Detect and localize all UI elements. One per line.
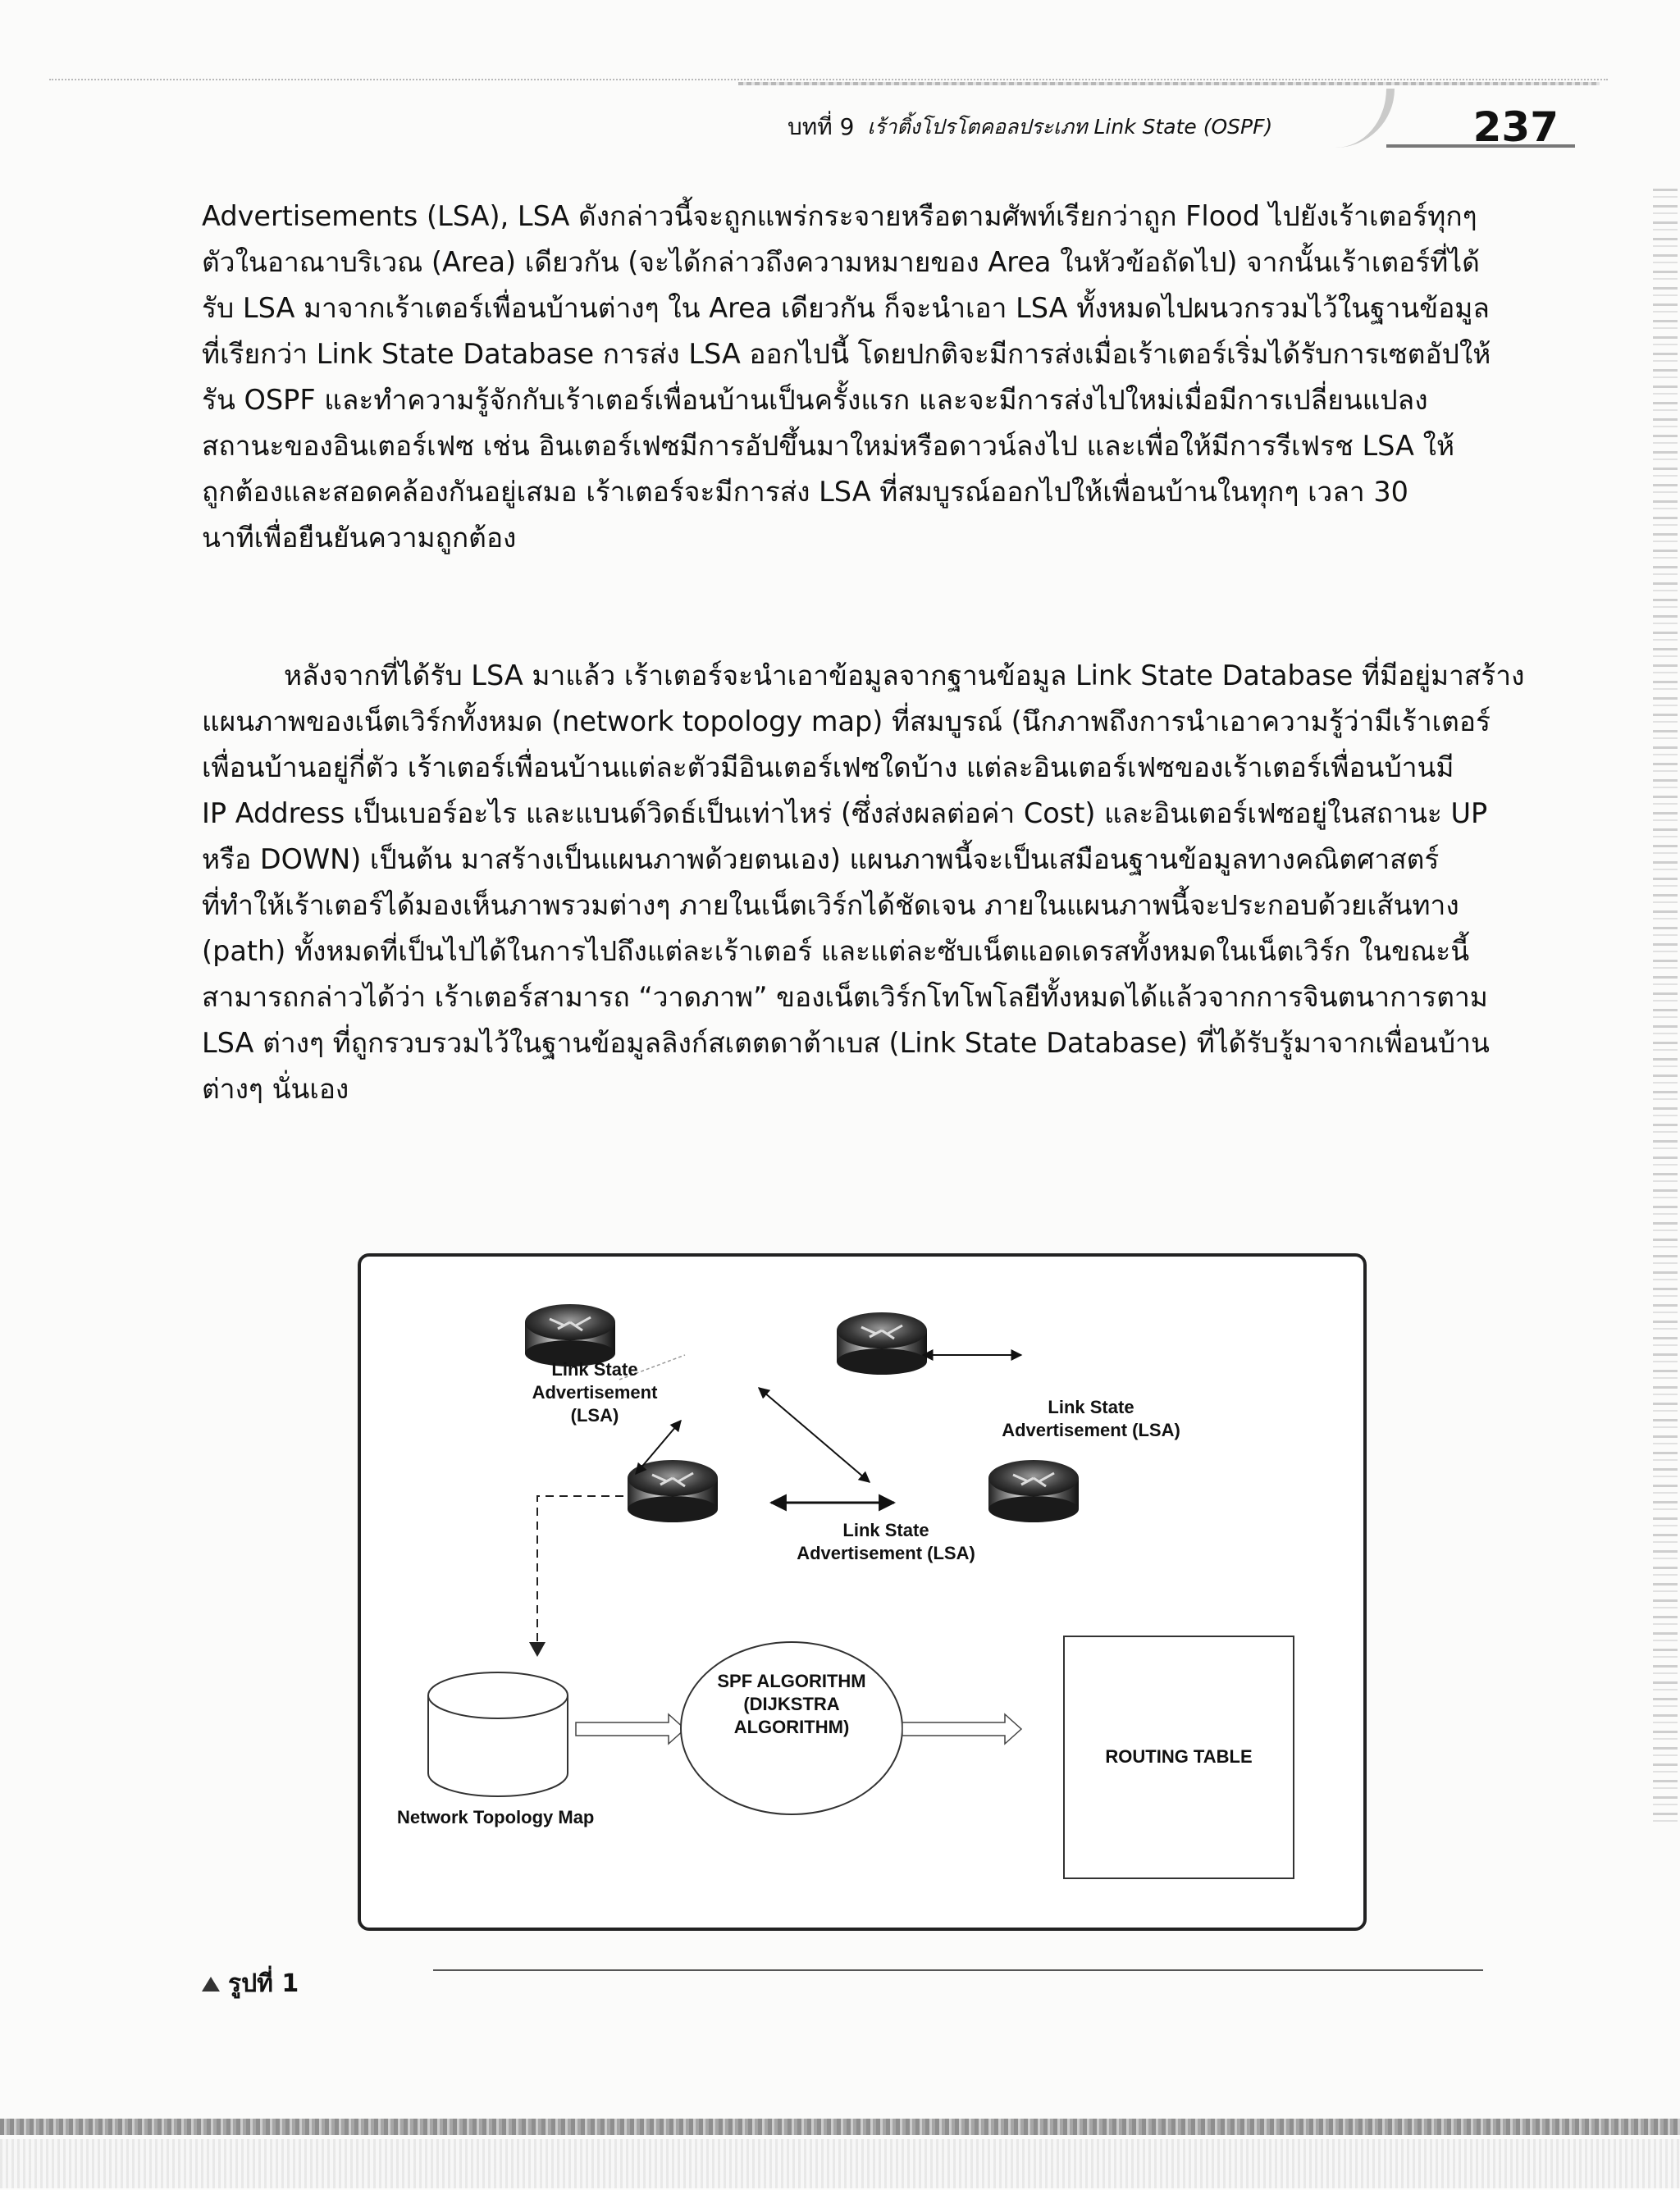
paragraph-line: สถานะของอินเตอร์เฟซ เช่น อินเตอร์เฟซมีการอัปขึ้นมาใหม่หรือดาวน์ลงไป และเพื่อให้มีการรีเฟรช LSA ให้ <box>202 430 1455 462</box>
link-arrow <box>759 1388 870 1482</box>
paragraph-line: IP Address เป็นเบอร์อะไร และแบนด์วิดธ์เป็นเท่าไหร่ (ซึ่งส่งผลต่อค่า Cost) และอินเตอร์เฟซอยู่ในสถานะ UP <box>202 797 1488 829</box>
paragraph-line: ที่ทำให้เร้าเตอร์ได้มองเห็นภาพรวมต่างๆ ภายในเน็ตเวิร์กได้ชัดเจน ภายในแผนภาพนี้จะประกอบด้วยเส้นทาง <box>202 889 1459 921</box>
flow-arrow <box>902 1714 1021 1744</box>
scan-border-bottom <box>0 2119 1680 2135</box>
database-cylinder-icon <box>428 1672 568 1796</box>
spf-algorithm-label: SPF ALGORITHM (DIJKSTRA ALGORITHM) <box>717 1671 866 1737</box>
router-icon <box>525 1304 615 1366</box>
paragraph-line: สามารถกล่าวได้ว่า เร้าเตอร์สามารถ “วาดภาพ” ของเน็ตเวิร์กโทโพโลยีทั้งหมดได้แล้วจากการจินตนาการตาม <box>202 981 1488 1013</box>
paragraph-line: รับ LSA มาจากเร้าเตอร์เพื่อนบ้านต่างๆ ใน Area เดียวกัน ก็จะนำเอา LSA ทั้งหมดไปผนวกรวมไว้ในฐานข้อมูล <box>202 292 1490 324</box>
scan-noise-right <box>1653 189 1678 1829</box>
paragraph-line: รัน OSPF และทำความรู้จักกับเร้าเตอร์เพื่อนบ้านเป็นครั้งแรก และจะมีการส่งไปใหม่เมื่อมีการเปลี่ยนแปลง <box>202 384 1428 416</box>
scan-border-top <box>49 79 1608 80</box>
paragraph-2 <box>202 653 1525 1112</box>
paragraph-line: ตัวในอาณาบริเวณ (Area) เดียวกัน (จะได้กล่าวถึงความหมายของ Area ในหัวข้อถัดไป) จากนั้นเร้าเตอร์ที่ได้ <box>202 246 1480 278</box>
paragraph-line: Advertisements (LSA), LSA ดังกล่าวนี้จะถูกแพร่กระจายหรือตามศัพท์เรียกว่าถูก Flood ไปยังเร้าเตอร์ทุกๆ <box>202 200 1477 232</box>
page-number: 237 <box>1472 103 1559 151</box>
scan-noise-top <box>738 82 1600 85</box>
router-icon <box>837 1312 927 1375</box>
triangle-bullet-icon <box>202 1977 220 1992</box>
page-header <box>788 103 1559 152</box>
chapter-number: บทที่ 9 <box>788 113 855 140</box>
topology-map-label: Network Topology Map <box>397 1807 595 1827</box>
figure-caption <box>202 1964 299 2003</box>
paragraph-line: (path) ทั้งหมดที่เป็นไปได้ในการไปถึงแต่ละเร้าเตอร์ และแต่ละซับเน็ตแอดเดรสทั้งหมดในเน็ตเวิร์ก ในขณะนี้ <box>202 935 1470 967</box>
paragraph-line: LSA ต่างๆ ที่ถูกรวบรวมไว้ในฐานข้อมูลลิงก์สเตตดาต้าเบส (Link State Database) ที่ได้รับรู้มาจากเพื่อนบ้าน <box>202 1027 1490 1059</box>
caption-rule <box>433 1969 1483 1971</box>
paragraph-line: ถูกต้องและสอดคล้องกันอยู่เสมอ เร้าเตอร์จะมีการส่ง LSA ที่สมบูรณ์ออกไปให้เพื่อนบ้านในทุกๆ เวลา 30 <box>202 476 1408 508</box>
lsa-label-left: Link State Advertisement (LSA) <box>532 1359 658 1426</box>
paragraph-line: นาทีเพื่อยืนยันความถูกต้อง <box>202 522 517 554</box>
dashed-flow-arrow <box>537 1496 623 1646</box>
paragraph-line: หรือ DOWN) เป็นต้น มาสร้างเป็นแผนภาพด้วยตนเอง) แผนภาพนี้จะเป็นเสมือนฐานข้อมูลทางคณิตศาสตร์ <box>202 843 1440 875</box>
figure-ospf-lsa-diagram <box>358 1253 1367 1931</box>
routing-table-label: ROUTING TABLE <box>1105 1746 1253 1767</box>
paragraph-line: เพื่อนบ้านอยู่กี่ตัว เร้าเตอร์เพื่อนบ้านแต่ละตัวมีอินเตอร์เฟซใดบ้าง แต่ละอินเตอร์เฟซของเร้าเตอร์เพื่อนบ้านมี <box>202 751 1454 783</box>
scan-noise-bottom <box>0 2139 1680 2188</box>
chapter-title: เร้าติ้งโปรโตคอลประเภท Link State (OSPF) <box>867 115 1273 139</box>
paragraph-line: ต่างๆ นั่นเอง <box>202 1073 349 1105</box>
lsa-label-right: Link State Advertisement (LSA) <box>1002 1397 1180 1440</box>
paragraph-line: แผนภาพของเน็ตเวิร์กทั้งหมด (network topology map) ที่สมบูรณ์ (นึกภาพถึงการนำเอาความรู้ว่ามีเร้าเตอร์ <box>202 705 1491 737</box>
paragraph-1 <box>202 194 1522 561</box>
caption-label: รูปที่ 1 <box>228 1969 299 1998</box>
router-icon <box>628 1460 718 1522</box>
paragraph-line: หลังจากที่ได้รับ LSA มาแล้ว เร้าเตอร์จะนำเอาข้อมูลจากฐานข้อมูล Link State Database ที่มีอยู่มาสร้าง <box>284 659 1525 691</box>
paragraph-line: ที่เรียกว่า Link State Database การส่ง LSA ออกไปนี้ โดยปกติจะมีการส่งเมื่อเร้าเตอร์เริ่มได้รับการเซตอัปให้ <box>202 338 1491 370</box>
flow-arrow <box>576 1714 685 1744</box>
router-icon <box>988 1460 1079 1522</box>
lsa-label-bottom: Link State Advertisement (LSA) <box>797 1520 975 1563</box>
